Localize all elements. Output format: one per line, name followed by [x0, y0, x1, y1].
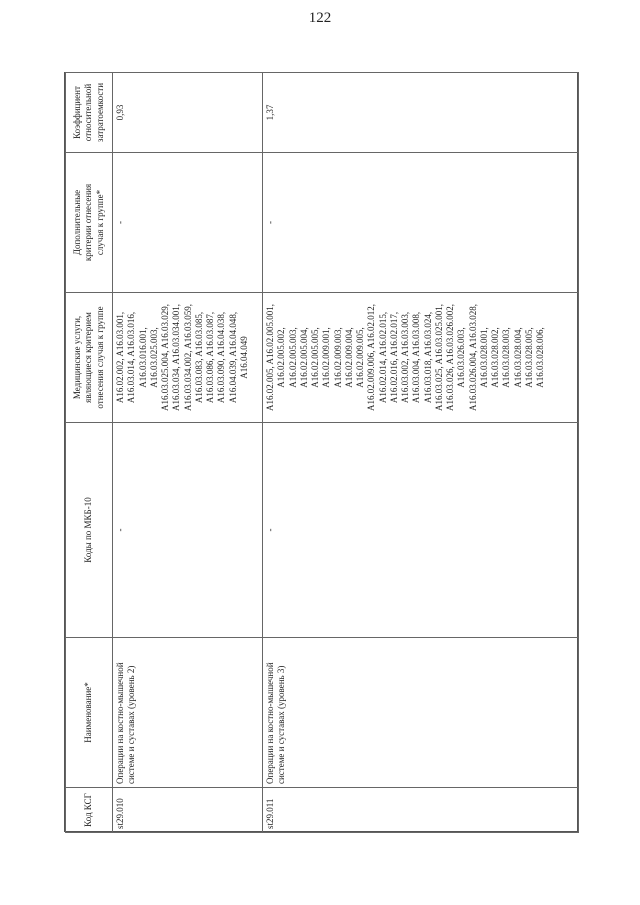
- ksg-table: [65, 72, 579, 833]
- cell-services: [263, 293, 579, 423]
- cell-coefficient: 1,37: [263, 73, 579, 153]
- service-code-line: A16.02.002, A16.03.001,: [115, 311, 125, 404]
- service-code-line: A16.03.014, A16.03.016,: [126, 311, 137, 404]
- service-code-line: A16.03.026, A16.03.026.002,: [445, 304, 455, 412]
- service-code-line: A16.04.049: [238, 336, 249, 379]
- service-code-line: A16.03.026.003,: [456, 327, 467, 388]
- service-code-line: A16.03.028.006,: [535, 327, 545, 388]
- service-code-line: A16.02.009.006, A16.02.012,: [366, 304, 377, 412]
- service-code-line: A16.03.028.004,: [512, 327, 523, 388]
- service-code-line: A16.03.028.003,: [501, 327, 512, 388]
- service-code-line: A16.03.025.003,: [148, 327, 159, 388]
- header-coefficient-line: затратоемкости: [94, 82, 105, 143]
- cell-name: Операции на костно-мышечной системе и суставах (уровень 3): [263, 638, 579, 788]
- service-code-line: A16.03.018, A16.03.024,: [422, 311, 433, 404]
- header-icd: Коды по МКБ-10: [66, 423, 113, 638]
- service-code-line: A16.02.005.003,: [287, 327, 298, 388]
- service-code-line: A16.02.009.005,: [355, 327, 365, 388]
- service-code-line: A16.03.028.001,: [478, 327, 489, 388]
- cell-code: st29.010: [113, 788, 263, 833]
- service-code-line: A16.02.009.001,: [321, 327, 332, 388]
- service-code-line: A16.02.005, A16.02.005.001,: [265, 304, 275, 412]
- cell-icd: -: [113, 423, 263, 638]
- service-code-line: A16.03.086, A16.03.087,: [205, 311, 215, 404]
- cell-additional: -: [113, 153, 263, 293]
- rotated-table-container: [65, 73, 579, 833]
- ksg-table-frame: [64, 72, 578, 832]
- service-code-line: A16.03.083, A16.03.085,: [193, 311, 204, 404]
- service-code-line: A16.03.016.001,: [137, 327, 148, 388]
- header-name: Наименование*: [66, 638, 113, 788]
- service-code-line: A16.02.014, A16.02.015,: [377, 311, 388, 404]
- cell-coefficient: 0,93: [113, 73, 263, 153]
- service-code-line: A16.02.016, A16.02.017,: [388, 311, 399, 404]
- header-services-line: являющиеся критерием: [83, 312, 94, 403]
- service-code-line: A16.02.009.003,: [332, 327, 343, 388]
- cell-services: [113, 293, 263, 423]
- table-row: [113, 73, 263, 833]
- service-code-line: A16.02.009.004,: [343, 327, 354, 388]
- header-coefficient-line: относительной: [83, 83, 94, 142]
- service-code-line: A16.03.090, A16.04.038,: [216, 311, 227, 404]
- service-code-line: A16.03.034.002, A16.03.059,: [182, 304, 193, 412]
- service-code-line: A16.03.028.005,: [523, 327, 534, 388]
- header-additional-line: критерии отнесения: [83, 183, 94, 262]
- header-services-line: Медицинские услуги,: [72, 315, 83, 400]
- service-code-line: A16.03.028.002,: [490, 327, 500, 388]
- service-code-line: A16.03.026.004, A16.03.028,: [467, 304, 478, 412]
- table-header-row: [66, 73, 113, 833]
- service-code-line: A16.03.004, A16.03.008,: [411, 311, 422, 404]
- cell-icd: -: [263, 423, 579, 638]
- header-services: [66, 293, 113, 423]
- table-row: [263, 73, 579, 833]
- header-additional: [66, 153, 113, 293]
- header-code: Код КСГ: [66, 788, 113, 833]
- service-code-line: A16.02.005.005,: [310, 327, 320, 388]
- header-additional-line: случая к группе*: [94, 189, 105, 256]
- cell-name: Операции на костно-мышечной системе и суставах (уровень 2): [113, 638, 263, 788]
- header-additional-line: Дополнительные: [72, 189, 83, 256]
- service-code-line: A16.03.025.004, A16.03.029,: [160, 304, 170, 412]
- cell-additional: -: [263, 153, 579, 293]
- header-coefficient: [66, 73, 113, 153]
- cell-code: st29.011: [263, 788, 579, 833]
- service-code-line: A16.03.025, A16.03.025.001,: [433, 304, 444, 412]
- service-code-line: A16.04.039, A16.04.048,: [227, 311, 238, 404]
- service-code-line: A16.03.034, A16.03.034.001,: [171, 304, 182, 412]
- service-code-line: A16.02.005.004,: [298, 327, 309, 388]
- header-services-line: отнесения случая к группе: [94, 306, 105, 409]
- header-coefficient-line: Коэффициент: [72, 86, 83, 139]
- page-number: 122: [308, 10, 332, 26]
- service-code-line: A16.03.002, A16.03.003,: [400, 311, 410, 404]
- service-code-line: A16.02.005.002,: [276, 327, 287, 388]
